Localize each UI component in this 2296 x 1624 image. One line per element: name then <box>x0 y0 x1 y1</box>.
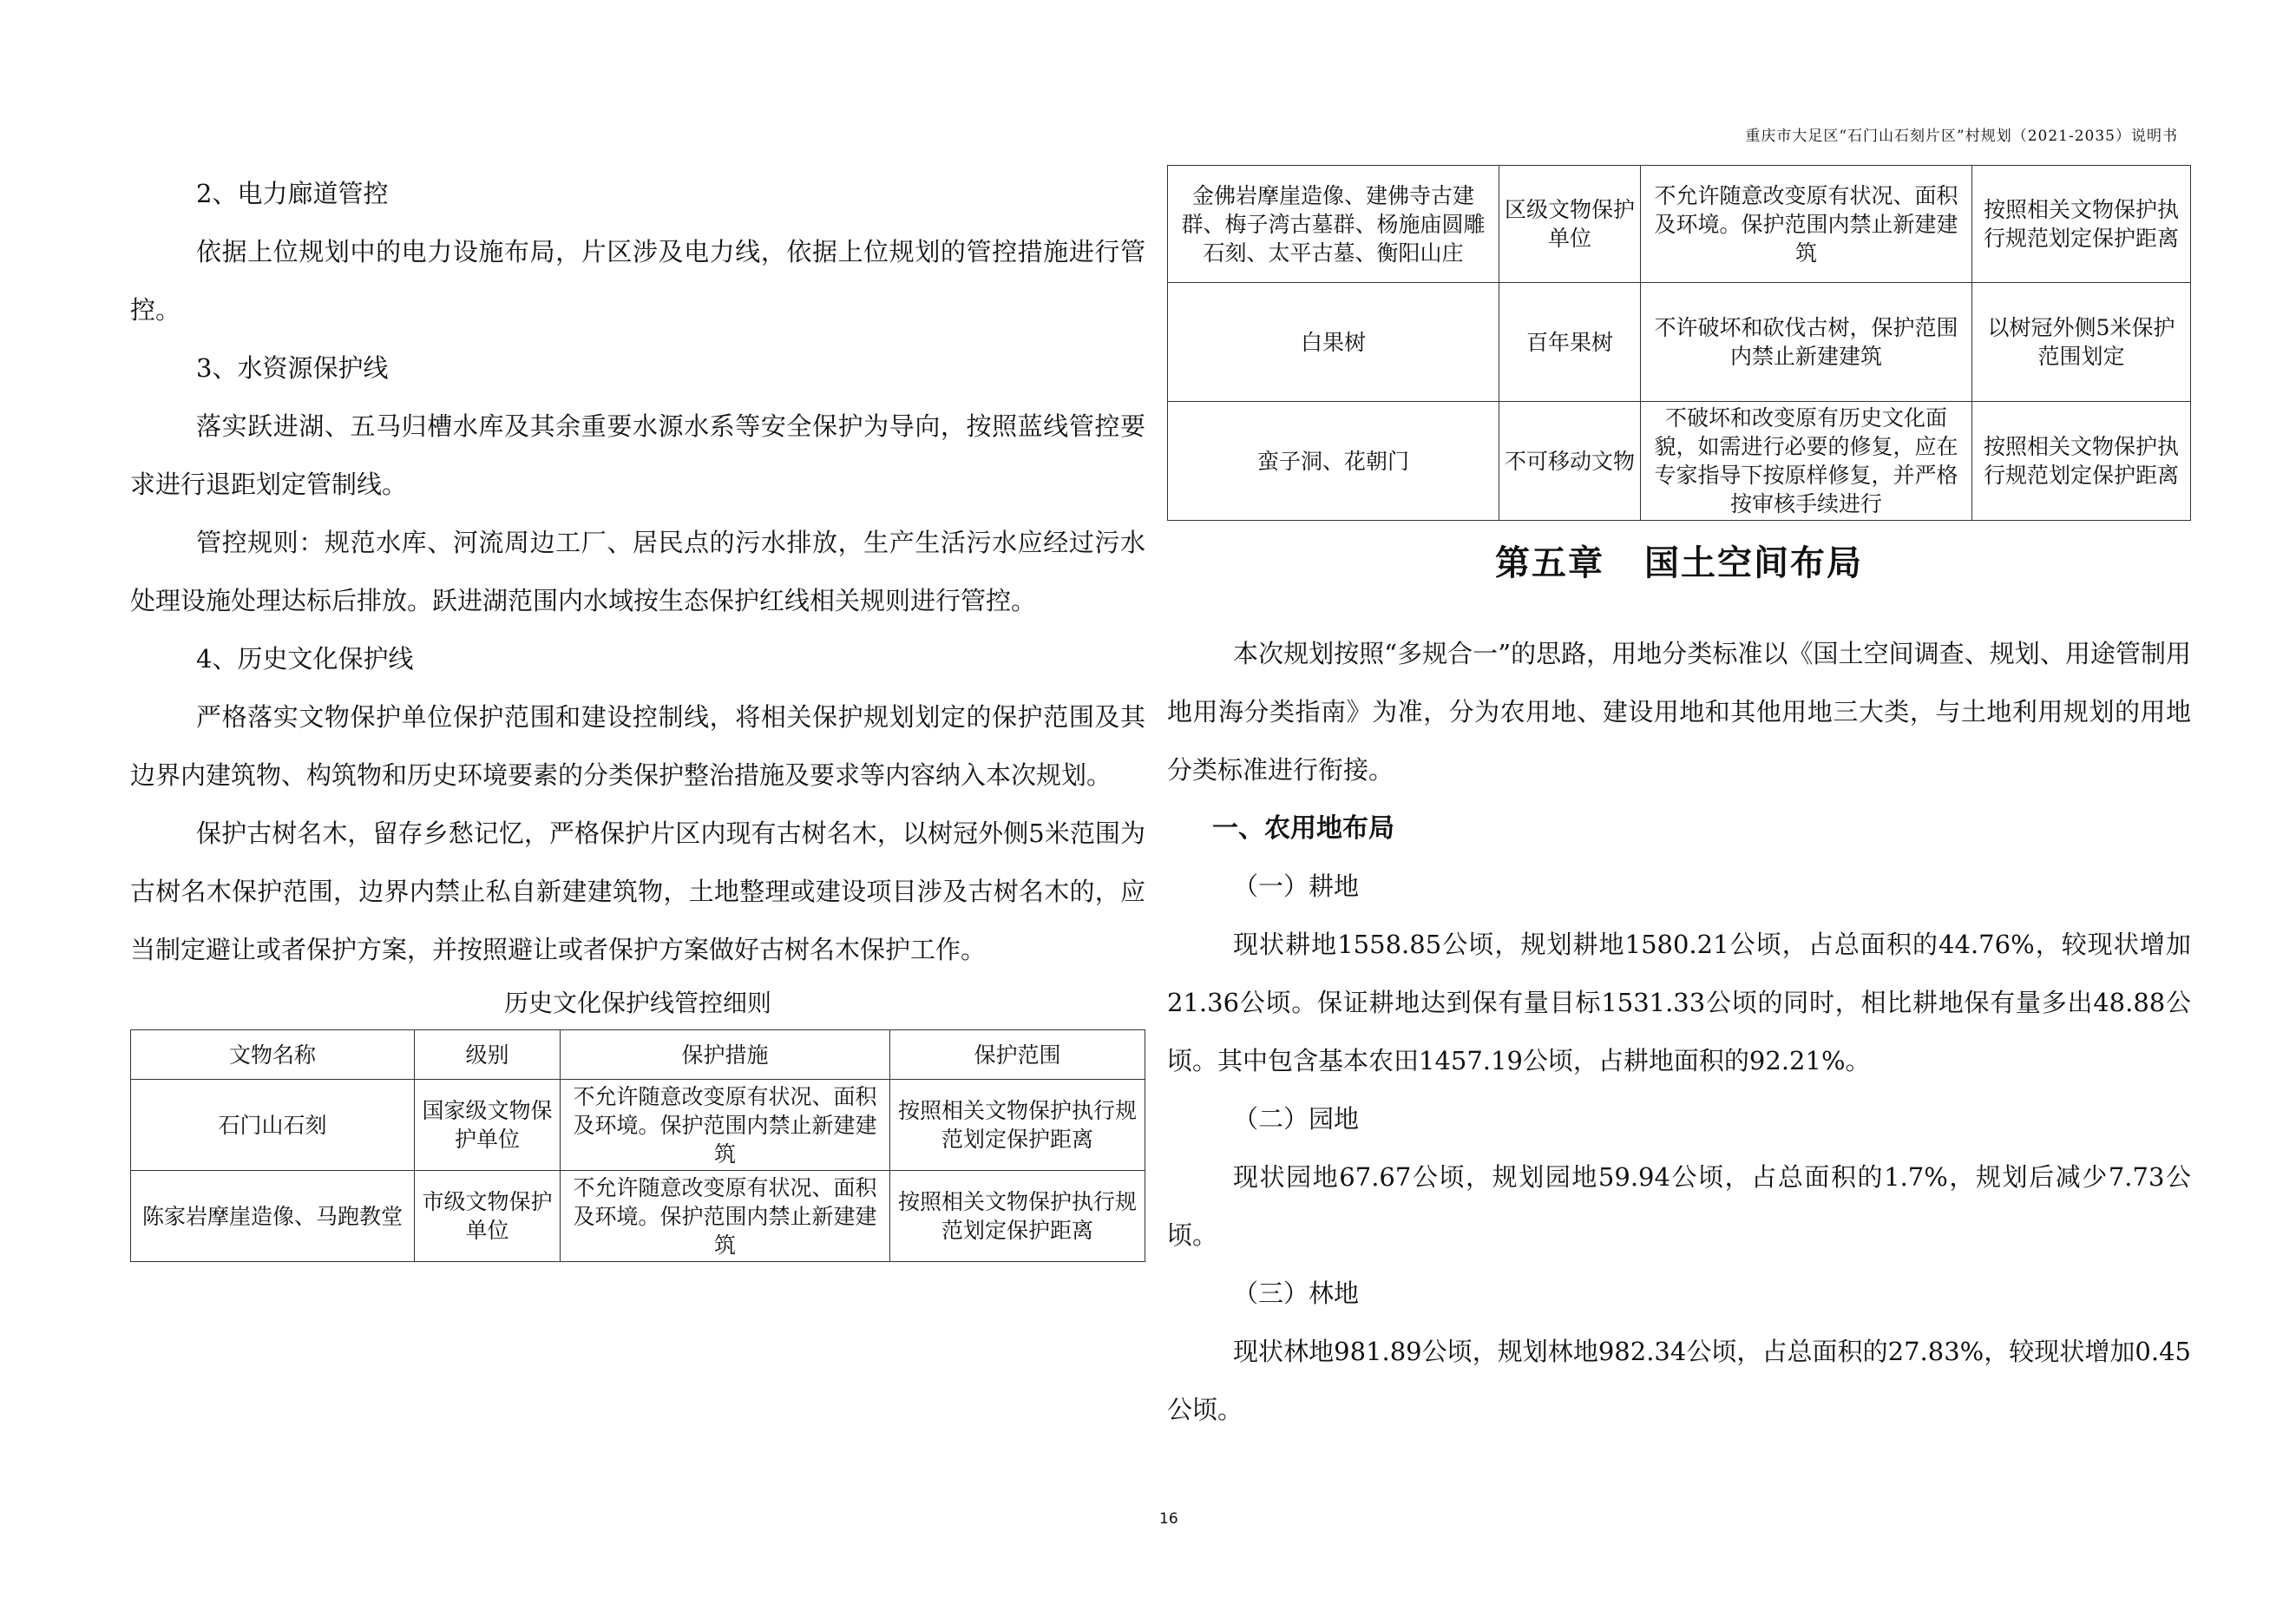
chapter-name: 国土空间布局 <box>1644 542 1863 583</box>
paragraph-power: 依据上位规划中的电力设施布局，片区涉及电力线，依据上位规划的管控措施进行管控。 <box>130 237 1145 325</box>
heading-water-protection: 3、水资源保护线 <box>196 353 389 383</box>
culture-table-part2 <box>1167 165 2191 521</box>
table-row <box>1168 166 2191 283</box>
table-row <box>1168 402 2191 521</box>
table-caption: 历史文化保护线管控细则 <box>503 989 771 1017</box>
table-cell: 不允许随意改变原有状况、面积及环境。保护范围内禁止新建建筑 <box>561 1080 890 1171</box>
table-cell: 国家级文物保护单位 <box>415 1080 561 1171</box>
table-cell: 不可移动文物 <box>1499 402 1641 521</box>
culture-table-part1 <box>130 1029 1145 1262</box>
paragraph-culture-1: 严格落实文物保护单位保护范围和建设控制线，将相关保护规划划定的保护范围及其边界内建筑物、构筑物和历史环境要素的分类保护整治措施及要求等内容纳入本次规划。 <box>130 702 1145 790</box>
table-cell: 按照相关文物保护执行规范划定保护距离 <box>890 1080 1145 1171</box>
paragraph-garden: 现状园地67.67公顷，规划园地59.94公顷，占总面积的1.7%，规划后减少7.73公顷。 <box>1167 1162 2191 1250</box>
table-cell: 区级文物保护单位 <box>1499 166 1641 283</box>
heading-culture-protection: 4、历史文化保护线 <box>196 644 414 674</box>
table-cell: 按照相关文物保护执行规范划定保护距离 <box>1972 166 2191 283</box>
left-column <box>130 165 1145 1262</box>
table-cell: 不允许随意改变原有状况、面积及环境。保护范围内禁止新建建筑 <box>561 1171 890 1262</box>
table-cell: 市级文物保护单位 <box>415 1171 561 1262</box>
paragraph-intro: 本次规划按照“多规合一”的思路，用地分类标准以《国土空间调查、规划、用途管制用地用海分类指南》为准，分为农用地、建设用地和其他用地三大类，与土地利用规划的用地分类标准进行衔接。 <box>1167 639 2191 785</box>
chapter-title <box>1167 533 2191 594</box>
table-row <box>131 1171 1145 1262</box>
table-cell: 以树冠外侧5米保护范围划定 <box>1972 283 2191 402</box>
paragraph-farmland: 现状耕地1558.85公顷，规划耕地1580.21公顷，占总面积的44.76%，较现状增加21.36公顷。保证耕地达到保有量目标1531.33公顷的同时，相比耕地保有量多出48.88公顷。其中包含基本农田1457.19公顷，占耕地面积的92.21%。 <box>1167 930 2191 1075</box>
table-cell: 百年果树 <box>1499 283 1641 402</box>
page-header: 重庆市大足区“石门山石刻片区”村规划（2021-2035）说明书 <box>1745 128 2178 145</box>
heading-garden: （二）园地 <box>1233 1104 1360 1134</box>
table-cell: 蛮子洞、花朝门 <box>1168 402 1499 521</box>
paragraph-water-1: 落实跃进湖、五马归槽水库及其余重要水源水系等安全保护为导向，按照蓝线管控要求进行退距划定管制线。 <box>130 411 1145 499</box>
table-cell: 白果树 <box>1168 283 1499 402</box>
heading-farmland: （一）耕地 <box>1233 871 1360 901</box>
heading-forest: （三）林地 <box>1233 1279 1360 1308</box>
table-cell: 石门山石刻 <box>131 1080 415 1171</box>
table-cell: 不许破坏和砍伐古树，保护范围内禁止新建建筑 <box>1641 283 1972 402</box>
paragraph-culture-2: 保护古树名木，留存乡愁记忆，严格保护片区内现有古树名木，以树冠外侧5米范围为古树名木保护范围，边界内禁止私自新建建筑物，土地整理或建设项目涉及古树名木的，应当制定避让或者保护方案，并按照避让或者保护方案做好古树名木保护工作。 <box>130 819 1145 964</box>
table-cell: 不破坏和改变原有历史文化面貌，如需进行必要的修复，应在专家指导下按原样修复，并严格按审核手续进行 <box>1641 402 1972 521</box>
heading-power-corridor: 2、电力廊道管控 <box>196 179 389 208</box>
paragraph-forest: 现状林地981.89公顷，规划林地982.34公顷，占总面积的27.83%，较现状增加0.45公顷。 <box>1167 1337 2191 1424</box>
table-cell: 不允许随意改变原有状况、面积及环境。保护范围内禁止新建建筑 <box>1641 166 1972 283</box>
table-cell: 陈家岩摩崖造像、马跑教堂 <box>131 1171 415 1262</box>
table-cell: 按照相关文物保护执行规范划定保护距离 <box>890 1171 1145 1262</box>
table-header-level: 级别 <box>415 1030 561 1080</box>
table-header-row <box>131 1030 1145 1080</box>
right-column <box>1167 165 2191 1439</box>
page-number: 16 <box>1159 1510 1178 1528</box>
chapter-number: 第五章 <box>1495 542 1604 583</box>
heading-agri-layout: 一、农用地布局 <box>1212 813 1394 844</box>
table-header-measures: 保护措施 <box>561 1030 890 1080</box>
table-header-name: 文物名称 <box>131 1030 415 1080</box>
table-row <box>1168 283 2191 402</box>
paragraph-water-2: 管控规则：规范水库、河流周边工厂、居民点的污水排放，生产生活污水应经过污水处理设施处理达标后排放。跃进湖范围内水域按生态保护红线相关规则进行管控。 <box>130 528 1145 615</box>
table-header-scope: 保护范围 <box>890 1030 1145 1080</box>
table-cell: 按照相关文物保护执行规范划定保护距离 <box>1972 402 2191 521</box>
table-cell: 金佛岩摩崖造像、建佛寺古建群、梅子湾古墓群、杨施庙圆雕石刻、太平古墓、衡阳山庄 <box>1168 166 1499 283</box>
table-row <box>131 1080 1145 1171</box>
